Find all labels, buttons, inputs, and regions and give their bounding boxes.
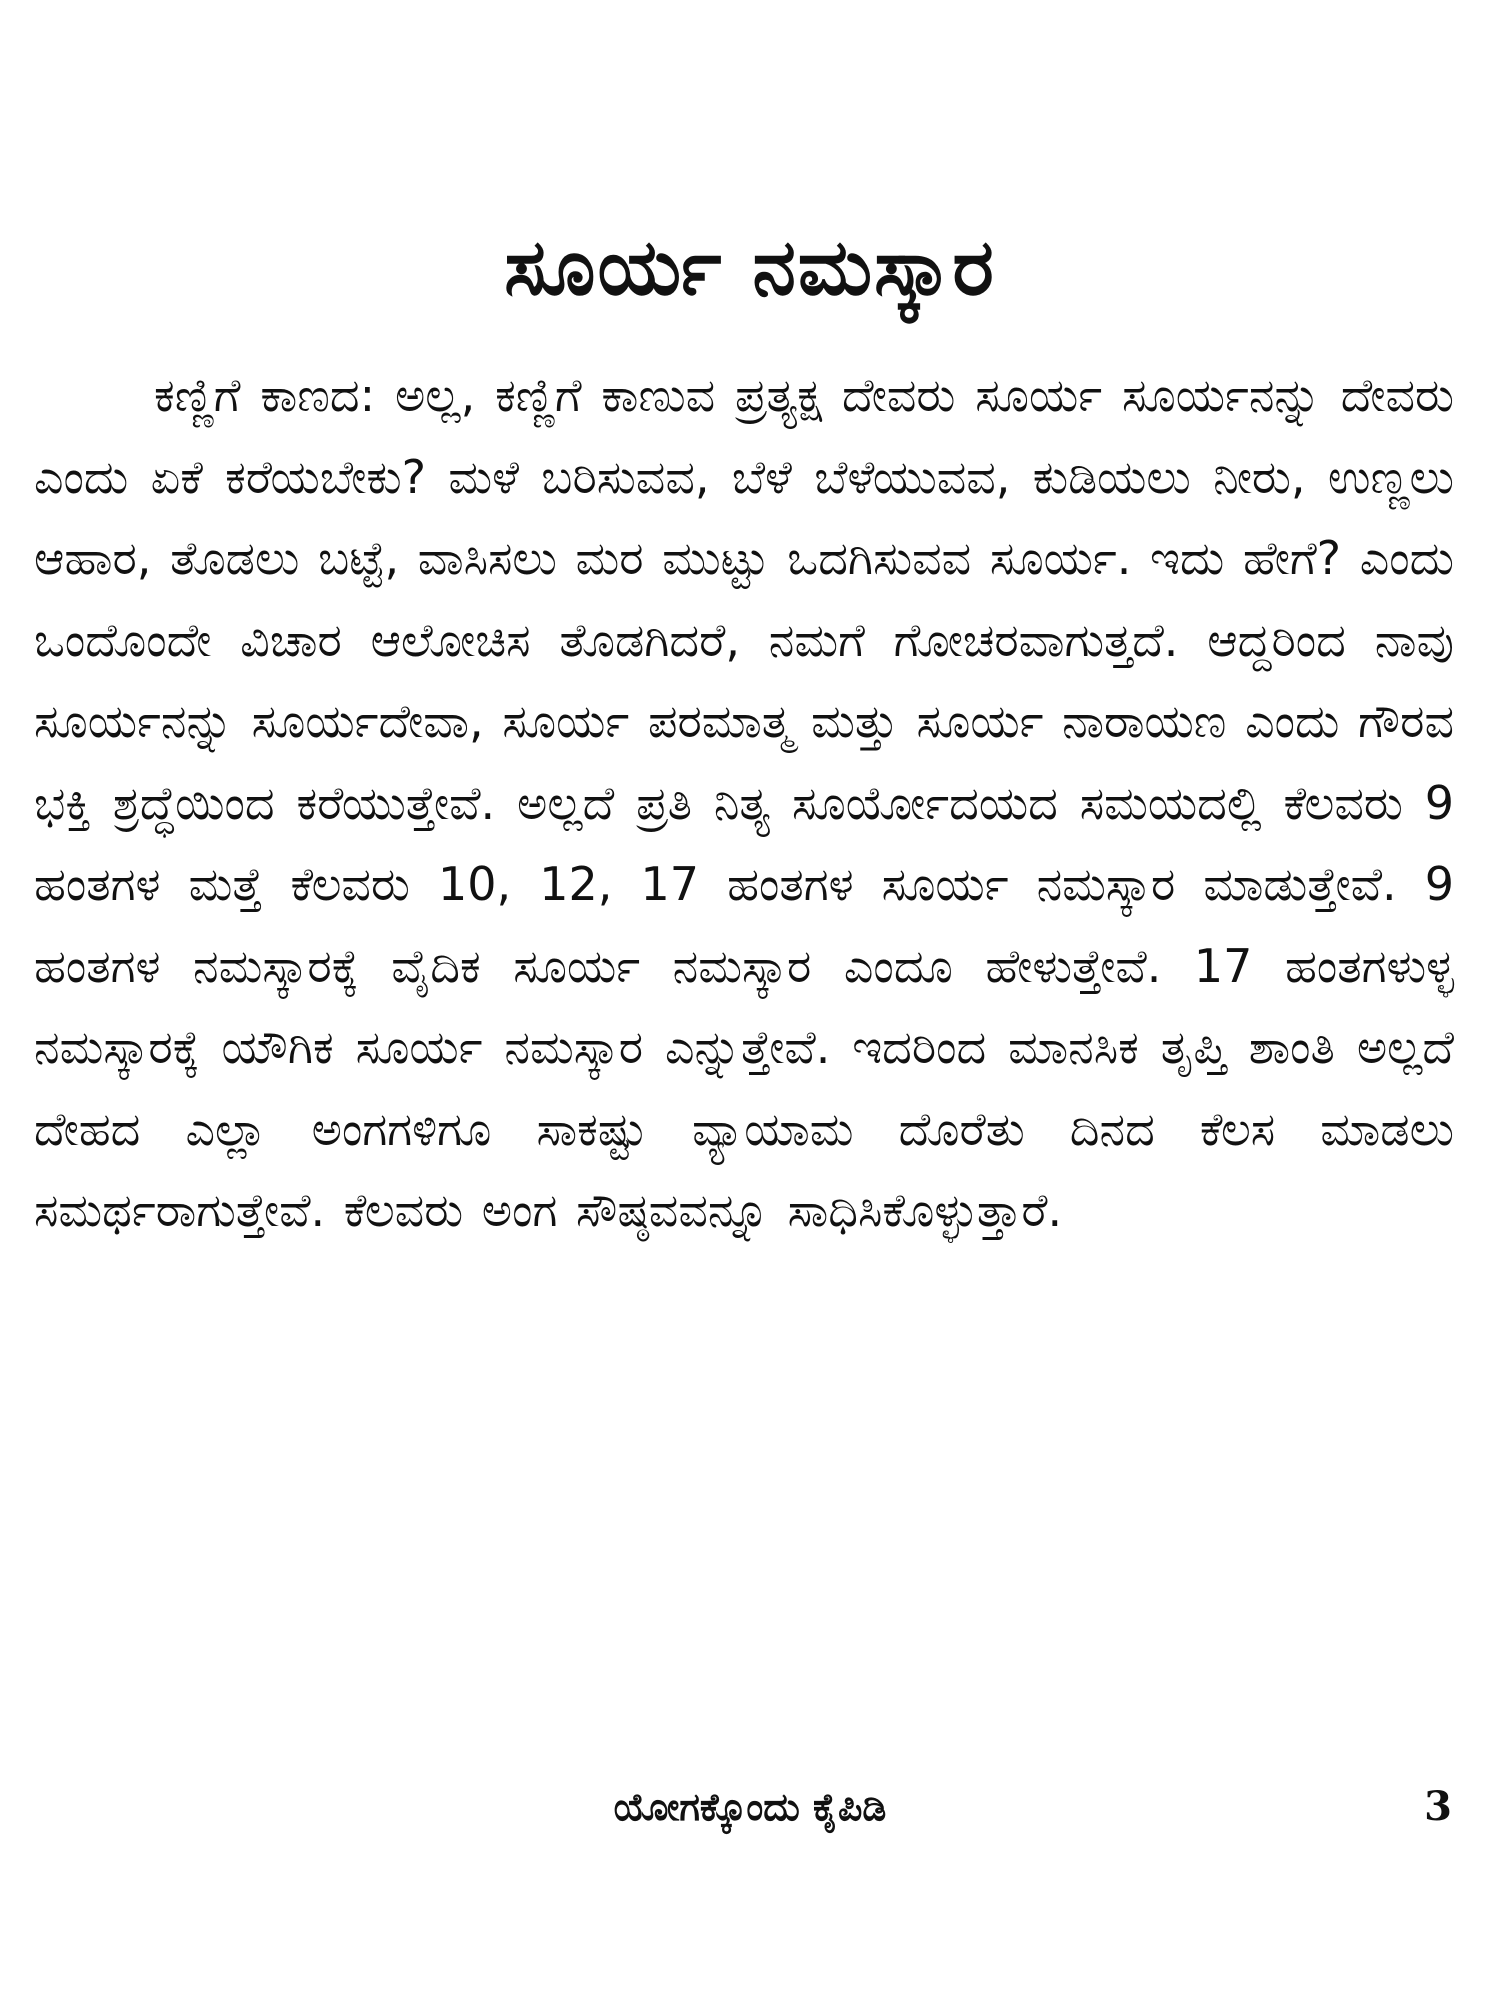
page-title: ಸೂರ್ಯ ನಮಸ್ಕಾರ — [504, 223, 996, 314]
body-paragraph: ಕಣ್ಣಿಗೆ ಕಾಣದ: ಅಲ್ಲ, ಕಣ್ಣಿಗೆ ಕಾಣುವ ಪ್ರತ್ಯಕ್ಷ ದೇವರು ಸೂರ್ಯ ಸೂರ್ಯನನ್ನು ದೇವರು ಎಂದು ಏಕೆ ಕರೆಯಬೇಕು? ಮಳೆ ಬರಿಸುವವ, ಬೆಳೆ ಬೆಳೆಯುವವ, ಕುಡಿಯಲು ನೀರು, ಉಣ್ಣಲು ಆಹಾರ, ತೊಡಲು ಬಟ್ಟೆ, ವಾಸಿಸಲು ಮರ ಮುಟ್ಟು ಒದಗಿಸುವವ ಸೂರ್ಯ. ಇದು ಹೇಗೆ? ಎಂದು ಒಂದೊಂದೇ ವಿಚಾರ ಆಲೋಚಿಸ ತೊಡಗಿದರೆ, ನಮಗೆ ಗೋಚರವಾಗುತ್ತದೆ. ಆದ್ದರಿಂದ ನಾವು ಸೂರ್ಯನನ್ನು ಸೂರ್ಯದೇವಾ, ಸೂರ್ಯ ಪರಮಾತ್ಮ ಮತ್ತು ಸೂರ್ಯ ನಾರಾಯಣ ಎಂದು ಗೌರವ ಭಕ್ತಿ ಶ್ರದ್ಧೆಯಿಂದ ಕರೆಯುತ್ತೇವೆ. ಅಲ್ಲದೆ ಪ್ರತಿ ನಿತ್ಯ ಸೂರ್ಯೋದಯದ ಸಮಯದಲ್ಲಿ ಕೆಲವರು 9 ಹಂತಗಳ ಮತ್ತೆ ಕೆಲವರು 10, 12, 17 ಹಂತಗಳ ಸೂರ್ಯ ನಮಸ್ಕಾರ ಮಾಡುತ್ತೇವೆ. 9 ಹಂತಗಳ ನಮಸ್ಕಾರಕ್ಕೆ ವೈದಿಕ ಸೂರ್ಯ ನಮಸ್ಕಾರ ಎಂದೂ ಹೇಳುತ್ತೇವೆ. 17 ಹಂತಗಳುಳ್ಳ ನಮಸ್ಕಾರಕ್ಕೆ ಯೌಗಿಕ ಸೂರ್ಯ ನಮಸ್ಕಾರ ಎನ್ನುತ್ತೇವೆ. ಇದರಿಂದ ಮಾನಸಿಕ ತೃಪ್ತಿ ಶಾಂತಿ ಅಲ್ಲದೆ ದೇಹದ ಎಲ್ಲಾ ಅಂಗಗಳಿಗೂ ಸಾಕಷ್ಟು ವ್ಯಾಯಾಮ ದೊರೆತು ದಿನದ ಕೆಲಸ ಮಾಡಲು ಸಮರ್ಥರಾಗುತ್ತೇವೆ. ಕೆಲವರು ಅಂಗ ಸೌಷ್ಠವವನ್ನೂ ಸಾಧಿಸಿಕೊಳ್ಳುತ್ತಾರೆ. — [34, 368, 1454, 1237]
page-number: 3 — [1424, 1783, 1452, 1830]
footer-book-title: ಯೋಗಕ್ಕೊಂದು ಕೈಪಿಡಿ — [613, 1785, 887, 1829]
